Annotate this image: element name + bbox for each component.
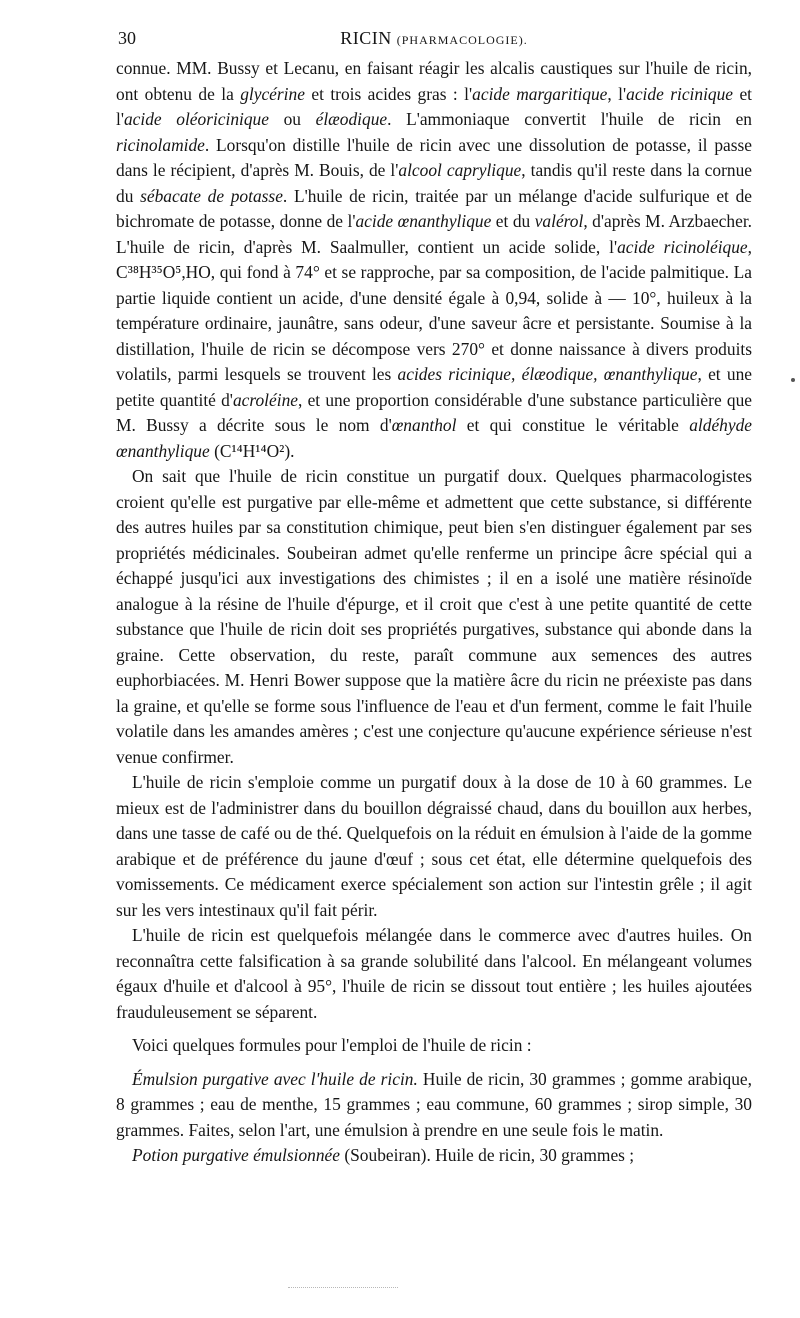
text-run: On sait que l'huile de ricin constitue un purgatif doux. Quelques pharmacologistes croient qu'elle est purgative par elle-même et admettent que cette substance, si différente des autres huiles par sa constitution chimique, peut bien s'en distinguer également par ses propriétés médicinales. Soubeiran admet qu'elle renferme un principe âcre spécial qui a échappé jusqu'ici aux investigations des chimistes ; il en a isolé une matière résinoïde analogue à la résine de l'huile d'épurge, et il croit que c'est à une petite quantité de cette substance que l'huile de ricin doit ses propriétés purgatives, substance qui abonde dans la graine. Cette observation, du reste, paraît commune aux semences des autres euphorbiacées. M. Henri Bower suppose que la matière âcre du ricin ne préexiste pas dans la graine, et qu'elle se forme sous l'influence de l'eau et d'un ferment, comme le fait l'huile volatile dans les amandes amères ; c'est une conjecture qu'aucune expérience sérieuse n'est venue confirmer. (116, 466, 752, 767)
body-text (116, 56, 752, 1169)
text-run: . L'huile de ricin, traitée par un mélange d'acide sulfurique et de bichromate de potasse, donne de l' (116, 185, 752, 231)
paragraph (116, 1143, 752, 1169)
italic-text: acide ricinique (626, 83, 734, 104)
italic-text: acide margaritique (472, 83, 608, 104)
text-run: , tandis qu'il reste dans la cornue du (116, 160, 753, 206)
text-run: et trois acides gras : l' (304, 83, 473, 104)
margin-mark (791, 378, 795, 382)
italic-text: aldéhyde œnanthylique (116, 415, 752, 461)
italic-text: œnanthol (391, 415, 457, 435)
paragraph (116, 770, 752, 923)
running-head-subtitle: (PHARMACOLOGIE). (396, 33, 528, 47)
italic-text: acide oléoricinique (123, 109, 269, 129)
text-run: . Lorsqu'on distille l'huile de ricin avec une dissolution de potasse, il passe dans le récipient, d'après M. Bouis, de l' (116, 134, 752, 180)
italic-text: Émulsion purgative avec l'huile de ricin. (132, 1068, 418, 1089)
text-run: Huile de ricin, 30 grammes ; gomme arabique, 8 grammes ; eau de menthe, 15 grammes ; eau commune, 60 grammes ; sirop simple, 30 grammes. Faites, selon l'art, une émulsion à prendre en une seule fois le matin. (116, 1068, 752, 1140)
text-run: , et une proportion considérable d'une substance particulière que M. Bussy a décrite sous le nom d' (116, 389, 753, 435)
italic-text: valérol (534, 211, 584, 231)
italic-text: ricinolamide (116, 134, 205, 155)
text-run: et qui constitue le véritable (456, 415, 690, 435)
text-run: connue. MM. Bussy et Lecanu, en faisant réagir les alcalis caustiques sur l'huile de ricin, ont obtenu de la (116, 58, 752, 104)
text-run: (Soubeiran). Huile de ricin, 30 grammes ; (340, 1145, 635, 1165)
italic-text: acroléine (232, 389, 298, 410)
italic-text: élæodique (315, 109, 388, 129)
paragraph (116, 464, 752, 770)
italic-text: acide œnanthylique (355, 211, 492, 231)
text-run: , C³⁸H³⁵O⁵,HO, qui fond à 74° et se rapproche, par sa composition, de l'acide palmitique. La partie liquide contient un acide, d'une densité égale à 0,94, solide à — 10°, huileux à la température ordinaire, jaunâtre, sans odeur, d'une saveur âcre et persistante. Soumise à la distillation, l'huile de ricin se décompose vers 270° et donne naissance à divers produits volatils, parmi lesquels se trouvent les (116, 236, 752, 384)
page-header (118, 26, 750, 50)
text-run: . L'ammoniaque convertit l'huile de ricin en (387, 109, 752, 129)
page-number: 30 (118, 28, 136, 48)
paragraph (116, 1067, 752, 1144)
italic-text: glycérine (240, 83, 305, 104)
text-run: (C¹⁴H¹⁴O²). (209, 440, 295, 461)
paragraph (116, 1033, 752, 1059)
text-run: L'huile de ricin est quelquefois mélangée dans le commerce avec d'autres huiles. On reconnaîtra cette falsification à sa grande solubilité dans l'alcool. En mélangeant volumes égaux d'huile et d'alcool à 95°, l'huile de ricin se dissout tout entière ; les huiles ajoutées frauduleusement se séparent. (116, 925, 752, 1022)
italic-text: sébacate de potasse (140, 185, 283, 206)
paragraph (116, 923, 752, 1025)
text-run: et du (491, 211, 535, 231)
running-head-title: RICIN (340, 28, 392, 48)
text-run: , et une petite quantité d' (116, 364, 753, 410)
italic-text: acides ricinique, élæodique, œnanthylique (397, 364, 698, 384)
text-run: L'huile de ricin s'emploie comme un purgatif doux à la dose de 10 à 60 grammes. Le mieux est de l'administrer dans du bouillon dégraissé chaud, dans du bouillon aux herbes, dans une tasse de café ou de thé. Quelquefois on la réduit en émulsion à l'aide de la gomme arabique et de préférence du jaune d'œuf ; sous cet état, elle détermine quelquefois des vomissements. Ce médicament exerce spécialement son action sur l'intestin grêle ; il agit sur les vers intestinaux qu'il fait périr. (116, 772, 752, 920)
paragraph (116, 56, 752, 464)
running-head (118, 26, 750, 52)
text-run: Voici quelques formules pour l'emploi de l'huile de ricin : (132, 1035, 532, 1055)
italic-text: alcool caprylique (398, 160, 522, 180)
italic-text: Potion purgative émulsionnée (132, 1145, 340, 1165)
text-run: et l' (116, 83, 752, 129)
footer-marks (288, 1281, 398, 1288)
italic-text: acide ricinoléique (617, 236, 748, 257)
text-run: , d'après M. Arzbaecher. L'huile de ricin, d'après M. Saalmuller, contient un acide solide, l' (116, 211, 752, 257)
text-run: ou (268, 109, 316, 129)
text-run: , l' (607, 83, 627, 104)
